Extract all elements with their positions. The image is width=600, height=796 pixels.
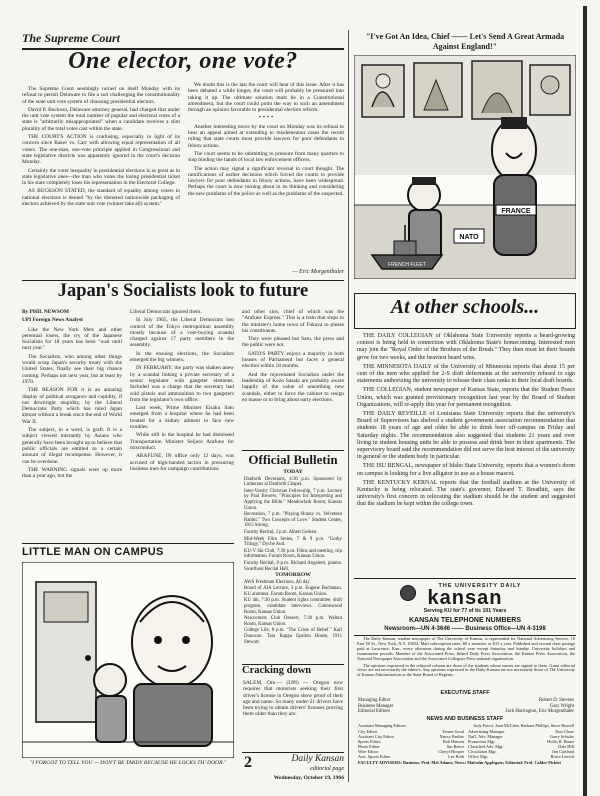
staff-row xyxy=(358,723,574,728)
little-man-cartoon xyxy=(22,562,234,758)
bulletin-item: Newcomers Club Dessert, 7:30 p.m. Walnut Room, Kansas Union. xyxy=(244,616,342,627)
news-staff-list xyxy=(358,723,574,765)
little-man-caption: "I FORGOT TO TELL YOU — DON'T BE TARDY BECAUSE HE LOCKS TH' DOOR." xyxy=(29,760,227,766)
staff-row xyxy=(358,754,464,759)
paragraph: The Daily Kansan, student newspaper of The University of Kansas, is represented for National Advertising Service, 18 East 50 St., New York, N.Y. 10022. Mail subscription rates: $8 a semester or $15 a year. Published and second class postage paid at Lawrence, Kan., every afternoon during the school year except Saturday and Sunday. University holidays and examination periods. Member of the Associated Press, Inland Daily Press Association, the Kansas Press Association, the National Newspaper Association and the Associated Collegiate Press national organization. xyxy=(357,636,575,661)
bulletin-item: Danforth Devotions, 4:30 p.m. Sponsored by Lutherans at Danforth Chapel. xyxy=(244,476,342,488)
bulletin-day-tomorrow: TOMORROW xyxy=(275,572,311,579)
paragraph: In July 1965, the Liberal Democrats lost control of the Tokyo metropolitan assembly mostly because of a vote-buying scandal charged against 17 party members in the assembly. xyxy=(130,317,234,349)
staff-person: Jim Cartland xyxy=(551,749,574,754)
staff-person: Jim Reece xyxy=(446,744,464,749)
staff-role: Wire Editor xyxy=(358,749,379,754)
staff-role: Photo Editor xyxy=(358,744,380,749)
cracking-text xyxy=(243,680,343,720)
masthead-phones-title: KANSAN TELEPHONE NUMBERS xyxy=(408,617,521,624)
bulletin-item: Faculty Recital, 8 p.m. Richard Angeletti, pianist. Swarthout Recital Hall. xyxy=(244,560,342,572)
bulletin-item: College Life, 8 p.m. "The Crisis of Belief." Karl Donovan. Tara Kappa Epsilon House, 1911 Stewart. xyxy=(244,628,342,645)
staff-role: City Editor xyxy=(358,729,378,734)
asterisks-divider: * * * * xyxy=(258,115,274,122)
footer-date: Wednesday, October 19, 1966 xyxy=(273,775,344,781)
bulletin-list xyxy=(244,470,342,646)
paragraph: While still in the hospital he had dismissed Transportation Minister Seijuro Arafune for misconduct. xyxy=(130,432,234,451)
school-item: THE MINNESOTA DAILY of the University of Minnesota reports that about 15 per cent of the men who applied for 2-S draft deferments at the university refused to sign statements authorizing the university to release their class ranks to their local draft boards. xyxy=(357,363,575,385)
paragraph: Another interesting move by the court on Monday was its refusal to hear an appeal aimed at extending to misdemeanor cases the recent ruling that state courts must provide lawyers for poor defendants in felony actions. xyxy=(188,123,344,149)
school-item: THE ISU BENGAL, newspaper of Idaho State University, reports that a women's dorm on campus is looking for a live alligator to use as a house mascot. xyxy=(357,463,575,477)
footer-page-label: editorial page xyxy=(310,766,344,772)
news-staff-right xyxy=(468,729,574,759)
paragraph: The Socialists, who among other things would scrap Japan's security treaty with the United States, finally see their big chance coming. Perhaps not next year, but at least by 1970. xyxy=(22,353,122,385)
staff-role: Sports Editor xyxy=(358,739,381,744)
staff-role: Classified Adv. Mgr. xyxy=(468,744,504,749)
little-man-title: LITTLE MAN ON CAMPUS xyxy=(22,546,164,558)
footer-page-number: 2 xyxy=(244,754,252,771)
staff-role: Assistant City Editor xyxy=(358,734,395,739)
staff-role: Asst. Sports Editor xyxy=(358,754,391,759)
masthead-about xyxy=(357,637,575,680)
paragraph: Certainly the voter inequality in presidential elections is as great as in state legislative ones—the man who votes the losing presidential ticket in his state completely loses his representation in the Electoral College. xyxy=(22,167,180,187)
paragraph: AS BUCKSON STATED, the standard of equality among voters in national elections is denied "by the distorted nationwide packaging of electors achieved by the state unit vote (winner take all) system." xyxy=(22,188,180,208)
paragraph: They were pleased but Sato, the press and the public were not. xyxy=(242,336,344,349)
paragraph: The action may signal a significant reversal in court thought. The ramifications of earlier decisions which forced the courts to provide lawyers for poor defendants in felony actions, have been widespread. Perhaps the court is now turning about in its thinking and considering the new problems of the police as well as the problems of the suspected. xyxy=(188,165,344,197)
staff-role: Office Mgr. xyxy=(468,754,489,759)
bulletin-day-today: TODAY xyxy=(283,469,303,475)
headline-schools: At other schools... xyxy=(390,296,540,318)
japan-byline-title: UPI Foreign News Analyst xyxy=(22,317,83,324)
bulletin-item: Inter-Varsity Christian Fellowship, 7 p.m. Lecture by Paul Bowers, "Principles for Interpreting and Applying the Bible." Meadowlark Room, Kansas Union. xyxy=(244,488,342,511)
rule-masthead xyxy=(354,578,576,579)
bulletin-item: Faculty Recital, 2 p.m. Albert Gerken. xyxy=(244,529,318,535)
staff-row xyxy=(468,754,574,759)
paragraph: The opinions expressed in the editorial column are those of the students whose names are signed to them. Guest editorial views are not necessarily the editor's. Any opinions expressed in the Daily Kansan are not necessarily those of The University of Kansas Administration or the State Board of Regents. xyxy=(357,662,575,678)
staff-role: Business Manager xyxy=(358,703,394,709)
paragraph: SATO'S PARTY enjoys a majority in both houses of Parliament but faces a general election within 18 months. xyxy=(242,350,344,370)
japan-column-3 xyxy=(242,309,344,405)
paragraph: We doubt this is the last the court will hear of this issue. After it has been debated a while longer, the court will probably be pressured into taking it up. The ultimate solution must lie in a Constitutional amendment, but the court could point the way to such an amendment through an opinion favorable to presidential election reform. xyxy=(188,82,344,114)
paragraph: In the ensuing elections, the Socialists emerged the big winners. xyxy=(130,350,234,364)
staff-person: Hollis R. Bauer xyxy=(547,739,574,744)
editorial-column-1 xyxy=(22,86,180,209)
paragraph: Last week, Prime Minister Eisaku Sato emerged from a hospital where he had been treated for a kidney ailment to face new troubles. xyxy=(130,405,234,431)
cartoon-label-fleet: FRENCH FLEET xyxy=(388,262,426,268)
staff-person: Judy Fawst, Joan McCabe, Barbara Phillips, Steve Russell xyxy=(473,723,574,728)
rule-footer xyxy=(242,752,344,753)
bulletin-item: KU 4th, 7:30 p.m. Student rights committee, draft program, candidate interviews. Cottonwood Room, Kansas Union. xyxy=(244,598,342,615)
staff-person: Garry Schuler xyxy=(549,734,574,739)
masthead-name: kansan xyxy=(427,587,503,609)
paragraph: THE WARNING signals went up more than a year ago, but the xyxy=(22,466,122,480)
schools-column xyxy=(357,333,575,511)
paragraph: and other sins, chief of which was the "Arafune Express." This is a train that stops in the minister's home town of Fukaya to please his constituents. xyxy=(242,309,344,334)
staff-person: Tom Chow xyxy=(554,729,574,734)
school-item: THE DAILY COLLEGIAN of Oklahoma State University reports a beard-growing contest is being held in connection with Oklahoma State's homecoming. Interested men may join the "Royal Order of the Brothers of the Brush." They then must let their beards grow for two weeks, and the heaviest beard wins. xyxy=(357,333,575,361)
paragraph: SALEM, Ore.— (UPI) — Oregon now requires that motorists seeking their first driver's license in Oregon show proof of their age and name. So many under-21 drivers have been trying to obtain drivers' licenses proving them older than they are. xyxy=(243,680,343,718)
paragraph: IN FEBRUARY, the party was shaken anew by a scandal linking a private secretary of a senior legislator with gangster elements. Included was a charge that the secretary had sold pistols and ammunition to two gangsters from the legislator's own office. xyxy=(130,365,234,403)
editorial-byline: — Eric Morgenthaler xyxy=(292,269,344,275)
masthead-university-daily: THE UNIVERSITY DAILY xyxy=(438,583,522,589)
staff-role: Nat'l. Adv. Manager xyxy=(468,734,503,739)
staff-person: Robert D. Stevens xyxy=(538,698,574,703)
japan-column-2 xyxy=(130,309,234,474)
exec-staff-title: EXECUTIVE STAFF xyxy=(440,690,490,696)
staff-person: Bob Hansen xyxy=(442,739,464,744)
bulletin-item: Recreation, 7 p.m. "Playing Bunny vs. Velveteen Rabbit." Two Concepts of Love." Student Center, 1815 Strong. xyxy=(244,512,342,529)
divider-left-right xyxy=(348,30,349,782)
cartoon-label-nato: NATO xyxy=(459,234,479,241)
masthead-tagline: Serving KU for 77 of its 101 Years xyxy=(423,608,507,614)
staff-role: Promotion Mgr. xyxy=(468,739,496,744)
staff-row xyxy=(358,709,574,715)
staff-person: Dale Hill xyxy=(558,744,574,749)
paragraph: THE REASON FOR it is an amazing display of political arrogance and cupidity, if not downright stupidity, by the Liberal Democratic Party which has ruled Japan almost without a break since the end of World War II. xyxy=(22,387,122,425)
editorial-column-2 xyxy=(188,82,344,199)
paragraph: The court seems to be submitting to pressure from many quarters to stop binding the hands of local law enforcement officers. xyxy=(188,150,344,164)
bulletin-title: Official Bulletin xyxy=(248,452,338,467)
staff-person: Ernest Good xyxy=(442,729,464,734)
staff-person: Gary Wright xyxy=(549,703,574,709)
cartoon-armada xyxy=(354,55,576,279)
school-item: THE KENTUCKY KERNAL reports that the football stadium at the University of Kentucky is being relocated. The state's governor, Edward T. Breathitt, says the university's first concern in relocating the stadium should be the student and suggested that the stadium be kept within the college town. xyxy=(357,479,575,508)
headline-japan: Japan's Socialists look to future xyxy=(57,281,309,301)
headline-one-elector: One elector, one vote? xyxy=(68,48,298,74)
staff-person: Bruce Leevitt xyxy=(550,754,574,759)
staff-role: Advertising Manager xyxy=(468,729,505,734)
paragraph: ARAFUNE, IN office only 12 days, was accused of high-handed tactics in pressuring business men for campaign contributions xyxy=(130,453,234,472)
school-item: THE COLLEGIAN, student newspaper of Kansas State, reports that the Student Peace Union, which was granted provisionary recognition last year by the Board of Student Organizations, will re-apply this year for permanent recognition. xyxy=(357,387,575,408)
cartoon-caption: "I've Got An Idea, Chief —— Let's Send A Great Armada Against England!" xyxy=(365,32,565,51)
staff-role: Managing Editor xyxy=(358,698,391,703)
paragraph: The subject, in a word, is graft. It is a subject viewed tolerantly by Asians who generally have been brought up to believe that public officials are entitled to a certain amount of illegal recompense. However, it can be overdone. xyxy=(22,427,122,465)
rule-bulletin xyxy=(242,450,344,451)
staff-person: Lee Roth xyxy=(448,754,464,759)
news-staff-left xyxy=(358,729,464,759)
exec-staff-list xyxy=(358,698,574,715)
paragraph: And the rejuvenated Socialists under the leadership of Kozo Sasaki are probably aware happily of the value of unearthing new scandals, either to force the cabinet to resign en masse or to bring about early elections. xyxy=(242,371,344,403)
staff-role: Assistant Managing Editors xyxy=(358,723,406,728)
masthead-phones: Newsroom—UN 4-3646 —— Business Office—UN 4-3198 xyxy=(384,626,546,632)
rule-little-man xyxy=(22,543,234,544)
footer-paper-name: Daily Kansan xyxy=(291,754,344,764)
staff-role: Circulation Mgr. xyxy=(468,749,497,754)
bulletin-item: KU-Y Ski Club, 7:30 p.m. Films and meeting, trip information. Forum Room, Kansas Union. xyxy=(244,548,342,560)
staff-role: Editorial Editors xyxy=(358,709,390,715)
faculty-advisers: FACULTY ADVISERS: Business: Prof. Mel Adams; News: Malcolm Applegate; Editorial: Prof. Calder Pickett xyxy=(358,760,561,765)
paragraph: THE COURT'S ACTION is confusing, especially in light of its concern since Baker vs. Carr with allowing equal representation of all voters. The one-man, one-vote principle applied in Congressional and state legislative districts was apparently ignored in the court's decision Monday. xyxy=(22,134,180,166)
paragraph: The Supreme Court seemingly turned on itself Monday with its refusal to permit Delaware to file a suit challenging the constitutionality of the state unit vote system of choosing presidential electors. xyxy=(22,86,180,105)
news-staff-title: NEWS AND BUSINESS STAFF xyxy=(426,716,504,722)
paragraph: David P. Buckson, Delaware attorney general, had charged that under the unit vote system the total number of popular and electoral votes of a state is "arbitrarily misappropriated" when a candidate receives a slim plurality of the total votes cast within the state. xyxy=(22,106,180,132)
bulletin-item: AWS Freshman Elections, All day. xyxy=(244,579,311,585)
staff-person: Cheryl Hooper xyxy=(438,749,464,754)
paragraph: Liberal Democrats ignored them. xyxy=(130,309,202,315)
section-label: The Supreme Court xyxy=(22,31,121,45)
paragraph: Like the New York Mets and other perennial losers, the cry of the Japanese Socialists for 18 years has been "wait until next year." xyxy=(22,326,122,352)
bulletin-item: Mid-Week Film Series, 7 & 9 p.m. "Gorky Trilogy." Dyche Aud. xyxy=(244,536,342,548)
staff-person: Nancy Paulter xyxy=(439,734,464,739)
divider-right-edge xyxy=(583,6,587,796)
school-item: THE DAILY REVEILLE of Louisiana State University reports that the university's Board of Supervisors has shelved a student government association recommendation that students 18 years of age and older be able to drink beer off-campus on Friday and Saturday nights. The recommendation also suggested that students 21 years and over living in student housing units be able to possess and drink beer in their apartments. The supervisory board said the recommendation did not serve the best interest of the university in general or the student body in particular. xyxy=(357,411,575,461)
japan-column-1 xyxy=(22,309,122,481)
cracking-title: Cracking down xyxy=(242,665,312,676)
staff-person: Jack Harrington, Eric Morgenthaler xyxy=(505,709,574,715)
japan-byline: By PHIL NEWSOM xyxy=(22,309,70,315)
cartoon-label-france: FRANCE xyxy=(501,208,531,215)
bulletin-item: Board of AIA Lecture, 3 p.m. Eugene Buchanan. KU alumnus. Forum Room, Kansas Union. xyxy=(244,586,342,597)
